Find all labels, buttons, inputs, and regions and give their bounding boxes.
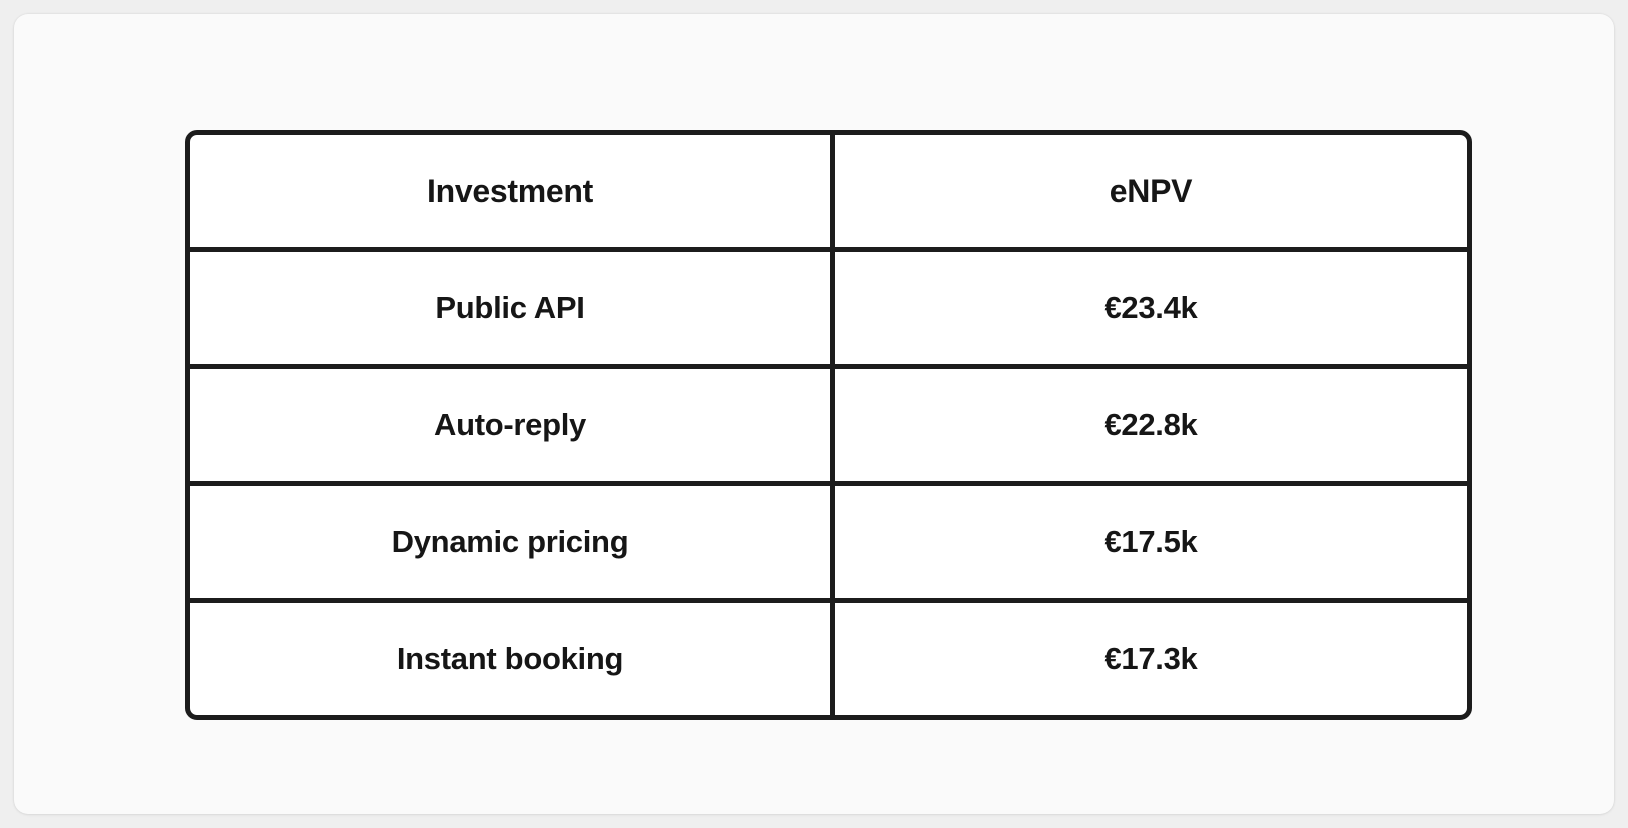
table-row	[190, 369, 1467, 486]
enpv-cell: €17.3k	[1104, 641, 1198, 676]
column-header-enpv: eNPV	[1109, 172, 1193, 209]
data-table	[185, 130, 1472, 720]
investment-cell: Public API	[190, 252, 835, 364]
table-row	[190, 603, 1467, 715]
card	[14, 14, 1614, 814]
table-row	[190, 486, 1467, 603]
table-row	[190, 252, 1467, 369]
enpv-cell: €23.4k	[1104, 290, 1198, 325]
column-header-investment: Investment	[190, 135, 835, 247]
enpv-cell: €22.8k	[1104, 407, 1198, 442]
enpv-cell: €17.5k	[1104, 524, 1198, 559]
investment-cell: Instant booking	[190, 603, 835, 715]
investment-cell: Dynamic pricing	[190, 486, 835, 598]
table-header-row	[190, 135, 1467, 252]
investment-cell: Auto-reply	[190, 369, 835, 481]
